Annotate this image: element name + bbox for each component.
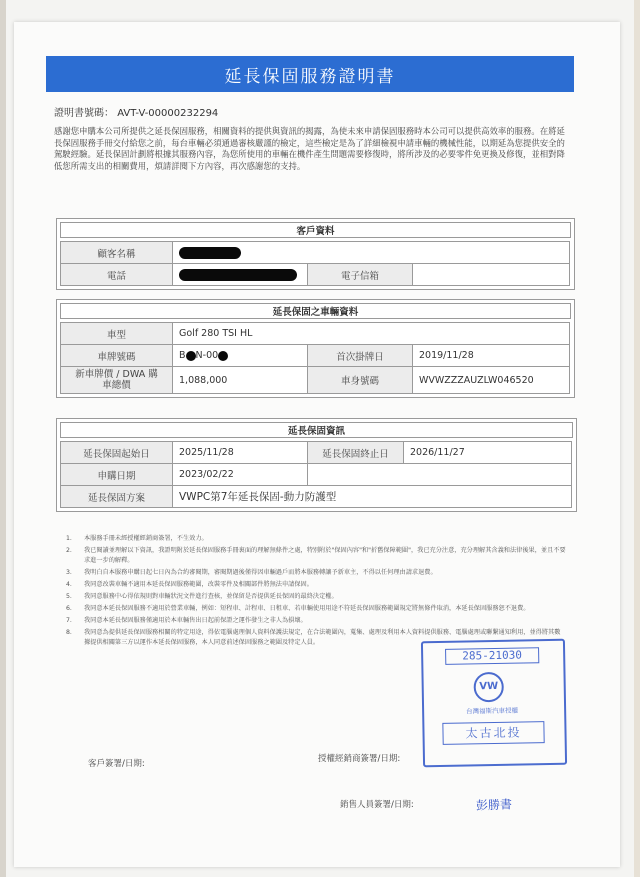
first-registration-label: 首次掛牌日 <box>308 345 413 367</box>
term-number: 4. <box>66 580 72 588</box>
first-registration-value: 2019/11/28 <box>413 345 570 367</box>
list-item <box>66 546 566 567</box>
table-row <box>61 442 572 464</box>
stamp-subtitle: 台灣福斯汽車授權 <box>466 706 519 716</box>
list-item <box>66 568 566 578</box>
term-text: 我同意服務中心得依規則對車輛狀況文件進行查核，並保留是否提供延長保固的最終決定權。 <box>84 592 338 600</box>
document-title: 延長保固服務證明書 <box>46 56 574 92</box>
warranty-end-value: 2026/11/27 <box>404 442 572 464</box>
table-row <box>61 486 572 508</box>
price-label-line2: 車總價 <box>102 380 131 391</box>
plate-value-mid: N-00 <box>195 350 219 361</box>
handwritten-signature: 彭勝書 <box>475 797 513 813</box>
table-row <box>61 242 570 264</box>
term-text: 我已閱讀並理解以下資訊，我證明附於延長保固服務手冊裏面的理解無條件之處，特別附於"保固內容"和"折舊保障範圍"，我已充分注意，充分理解其含義和法律後果，並且不要求進一步的解釋。 <box>84 546 566 565</box>
warranty-section <box>56 418 577 512</box>
redaction-mark <box>186 351 196 361</box>
certificate-number-label: 證明書號碼： <box>54 108 114 119</box>
empty-cell <box>308 464 572 486</box>
vw-logo-icon: VW <box>473 672 504 703</box>
model-value: Golf 280 TSI HL <box>173 323 570 345</box>
redaction-mark <box>179 269 297 281</box>
list-item <box>66 616 566 626</box>
customer-name-value <box>173 242 570 264</box>
redaction-mark <box>179 247 241 259</box>
term-number: 3. <box>66 569 72 577</box>
table-row <box>61 367 570 394</box>
paper-edge-left <box>0 0 6 877</box>
list-item <box>66 534 566 544</box>
warranty-table <box>60 441 572 508</box>
price-label-line1: 新車牌價 / DWA 購 <box>75 369 158 380</box>
customer-name-label: 顧客名稱 <box>61 242 173 264</box>
vin-value: WVWZZZAUZLW046520 <box>413 367 570 394</box>
vehicle-table <box>60 322 570 394</box>
email-label: 電子信箱 <box>308 264 413 286</box>
table-row <box>61 464 572 486</box>
model-label: 車型 <box>61 323 173 345</box>
term-text: 我同意為提供延長保固服務相關的特定用途，得依電腦處理個人資料保護法規定，在合法範圍內，蒐集、處理及利用本人資料提供服務、電腦處理或聯繫通知利用，並得將其數據提供相關第三方以運作本延長保固服務，本人同意前述保固服務之範圍及特定人員。 <box>84 628 561 646</box>
term-text: 本服務手冊未經授權經銷商簽署，不生效力。 <box>84 535 208 542</box>
warranty-start-value: 2025/11/28 <box>173 442 308 464</box>
price-value: 1,088,000 <box>173 367 308 394</box>
list-item <box>66 580 566 590</box>
plate-label: 車牌號碼 <box>61 345 173 367</box>
vehicle-section-title: 延長保固之車輛資料 <box>60 303 571 319</box>
customer-section-title: 客戶資料 <box>60 222 571 238</box>
price-label <box>61 367 173 394</box>
apply-date-label: 申購日期 <box>61 464 173 486</box>
certificate-number <box>54 104 218 119</box>
plate-value-start: B <box>179 350 186 361</box>
plan-label: 延長保固方案 <box>61 486 173 508</box>
dealer-signature-label: 授權經銷商簽署/日期: <box>318 754 401 764</box>
phone-label: 電話 <box>61 264 173 286</box>
warranty-section-title: 延長保固資訊 <box>60 422 573 438</box>
term-number: 6. <box>66 604 72 612</box>
phone-value <box>173 264 308 286</box>
table-row <box>61 323 570 345</box>
plate-value <box>173 345 308 367</box>
warranty-start-label: 延長保固起始日 <box>61 442 173 464</box>
customer-table <box>60 241 570 286</box>
stamp-dealer-name: 太古北投 <box>442 721 544 745</box>
apply-date-value: 2023/02/22 <box>173 464 308 486</box>
list-item <box>66 592 566 602</box>
sales-signature-label: 銷售人員簽署/日期: <box>340 800 414 810</box>
warranty-end-label: 延長保固終止日 <box>308 442 404 464</box>
list-item <box>66 604 566 614</box>
term-number: 2. <box>66 546 72 554</box>
email-value <box>413 264 570 286</box>
term-number: 7. <box>66 616 72 624</box>
term-number: 5. <box>66 592 72 600</box>
term-text: 我同意本延長保固服務僅適用於本車輛售出日起前保證之運作發生之非人為損壞。 <box>84 616 307 624</box>
vin-label: 車身號碼 <box>308 367 413 394</box>
term-text: 我同意本延長保固服務不適用於營業車輛，例如：短程車、計程車、日租車、若車輛使用用途不符延長保固服務範圍規定將無條件取消，本延長保固服務恕不退費。 <box>84 604 530 612</box>
paper-edge-right <box>634 0 640 877</box>
plan-value: VWPC第7年延長保固-動力防護型 <box>173 486 572 508</box>
customer-section <box>56 218 575 290</box>
intro-paragraph: 感謝您申購本公司所提供之延長保固服務，相關資料的提供與資訊的揭露，為使未來申請保固服務時本公司可以提供高效率的服務。在將延長保固服務手冊交付給您之前，每台車輛必須通過審核嚴謹的檢定，這些檢定是為了詳細檢視申請車輛的機械性能，以期延為您提供安全的駕駛經驗。延長保固計劃將根據其服務內容，為您所使用的車輛在機件產生問題需要修復時，將所涉及的必要零件免更換及修復，並相對降低您所需支出的相關費用，煩請詳閱下方內容，再次感謝您的支持。 <box>54 126 565 171</box>
term-number: 8. <box>66 628 72 636</box>
term-number: 1. <box>66 535 72 542</box>
redaction-mark <box>218 351 228 361</box>
vehicle-section <box>56 299 575 398</box>
stamp-code: 285-21030 <box>445 647 539 665</box>
certificate-number-value: AVT-V-00000232294 <box>117 108 219 119</box>
customer-signature-label: 客戶簽署/日期: <box>88 759 145 769</box>
terms-list <box>66 534 566 650</box>
table-row <box>61 345 570 367</box>
term-text: 我明白自本服務申購日起七日內為合約審閱期，審閱期過後僅得因車輛過戶而將本服務轉讓予新車主，不得以任何理由請求退費。 <box>84 569 437 577</box>
dealer-stamp <box>421 639 567 767</box>
table-row <box>61 264 570 286</box>
term-text: 我同意改裝車輛不適用本延長保固服務範圍，改裝零件及相關部件將無法申請保固。 <box>84 580 313 588</box>
